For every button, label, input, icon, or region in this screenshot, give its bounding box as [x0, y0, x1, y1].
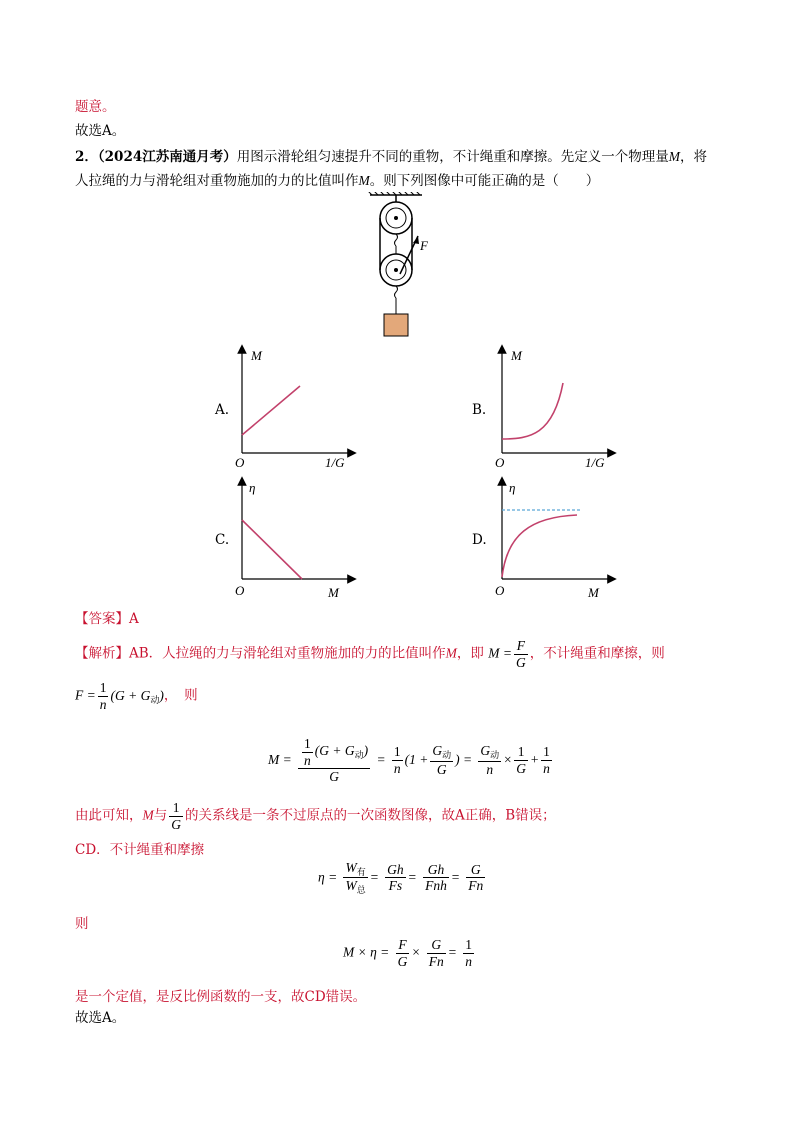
- y-axis-label: η: [249, 480, 256, 495]
- formula-m: M = $\frac{1}{n}$ $(G + G_动)$ G = $\frac{1}{n}$ (1 + $\frac{G_动}{G}$ ) = $\frac{G_动}{n}$ × $\frac{1}{G}$ + $\frac{1}{n}$: [268, 736, 550, 785]
- graph-d-curve: [502, 515, 577, 577]
- analysis-text: 与: [153, 807, 168, 824]
- analysis-text: ，即: [456, 645, 484, 662]
- analysis-ab: 【解析】AB．人拉绳的力与滑轮组对重物施加的力的比值叫作M，即 M = $\frac{F}{G}$ ，不计绳重和摩擦，则: [75, 638, 665, 670]
- option-a-label: A.: [215, 402, 230, 418]
- origin-label: O: [235, 455, 245, 468]
- origin-label: O: [235, 583, 245, 598]
- var-m: M: [142, 807, 154, 823]
- var-m: M: [358, 173, 370, 188]
- option-d-label: D.: [472, 532, 487, 548]
- cd-label: CD．不计绳重和摩擦: [75, 842, 205, 858]
- y-axis-label: η: [509, 480, 516, 495]
- y-axis-label: M: [251, 348, 262, 363]
- analysis-text: AB．人拉绳的力与滑轮组对重物施加的力的比值叫作: [129, 645, 446, 662]
- x-axis-label: M: [588, 585, 599, 600]
- analysis-text: 的关系线是一条不过原点的一次函数图像，故A正确，B错误；: [185, 807, 556, 824]
- var-m: M: [445, 645, 457, 661]
- question-text: 用图示滑轮组匀速提升不同的重物，不计绳重和摩擦。先定义一个物理量: [236, 149, 669, 165]
- graph-a-line: [242, 386, 300, 435]
- question-text: 。则下列图像中可能正确的是（ ）: [369, 173, 600, 189]
- origin-label: O: [495, 583, 505, 598]
- analysis-text: 由此可知，: [75, 807, 143, 824]
- question-source: （2024江苏南通月考）: [97, 149, 237, 165]
- question-line-1: [75, 145, 707, 165]
- var-m: M: [668, 149, 680, 164]
- text-line: 故选A。: [75, 123, 126, 139]
- graph-c: [225, 475, 360, 600]
- question-text: ，将: [679, 149, 707, 165]
- x-axis-label: 1/G: [325, 455, 345, 468]
- formula-f: F = $\frac{1}{n}$ $(G + G_动)$， 则: [75, 680, 198, 712]
- question-number: 2．: [75, 149, 98, 165]
- y-axis-label: M: [511, 348, 522, 363]
- analysis-text: ， 则: [163, 687, 198, 704]
- graph-a: [225, 343, 360, 468]
- graph-b: [485, 343, 620, 468]
- conclusion-cd: 是一个定值，是反比例函数的一支，故CD错误。: [75, 989, 367, 1005]
- option-b-label: B.: [472, 402, 487, 418]
- x-axis-label: 1/G: [585, 455, 605, 468]
- question-text: 人拉绳的力与滑轮组对重物施加的力的比值叫作: [75, 173, 359, 189]
- final-answer: 故选A。: [75, 1010, 126, 1026]
- answer-label: 【答案】A: [75, 611, 139, 627]
- then-label: 则: [75, 916, 89, 932]
- formula-product: M × η = $\frac{F}{G}$ × $\frac{G}{Fn}$ = $\frac{1}{n}$: [343, 937, 472, 969]
- graph-c-line: [242, 520, 302, 579]
- force-label: F: [420, 238, 428, 253]
- option-c-label: C.: [215, 532, 230, 548]
- text-line: 题意。: [75, 99, 116, 115]
- pulley-diagram: [360, 192, 440, 342]
- graph-b-curve: [502, 383, 563, 439]
- origin-label: O: [495, 455, 505, 468]
- analysis-label: 【解析】: [75, 645, 129, 662]
- weight-block: [384, 314, 408, 336]
- formula-eta: η = $\frac{W_有}{W_总}$ = $\frac{Gh}{Fs}$ = $\frac{Gh}{\text{Fnh}}$ = $\frac{G}{Fn}$: [318, 860, 484, 896]
- x-axis-label: M: [328, 585, 339, 600]
- graph-d: [485, 475, 620, 600]
- analysis-text: ，不计绳重和摩擦，则: [529, 645, 665, 662]
- question-line-2: [75, 169, 599, 189]
- conclusion-ab: 由此可知，M与 $\frac{1}{G}$ 的关系线是一条不过原点的一次函数图像，故A正确，B错误；: [75, 800, 556, 832]
